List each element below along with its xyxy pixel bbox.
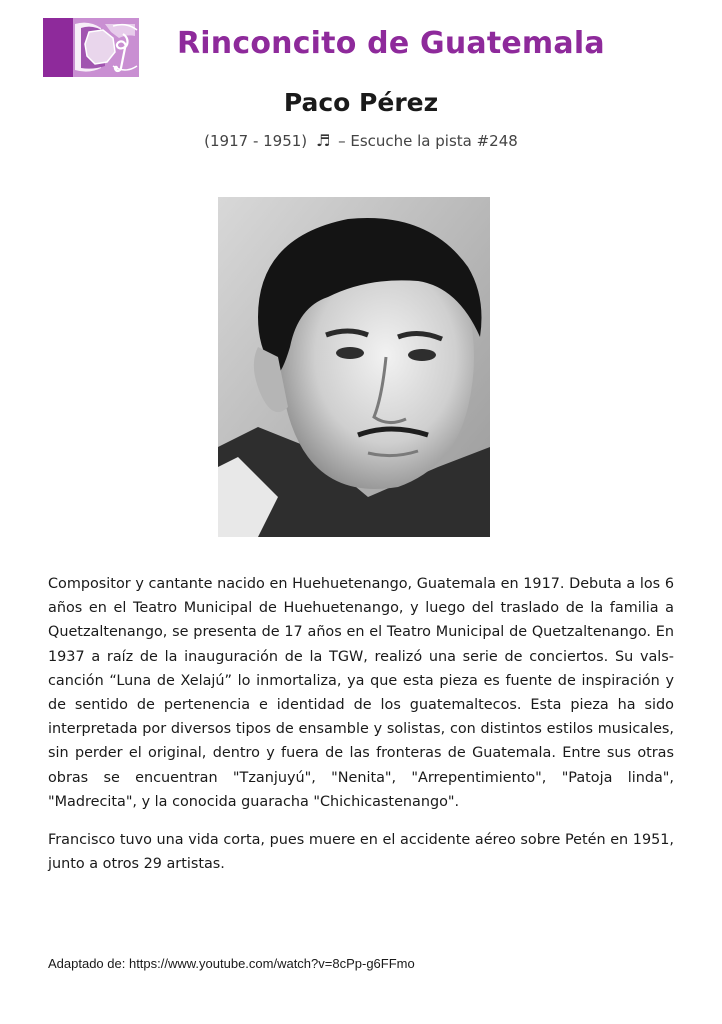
subtitle: [0, 131, 722, 150]
person-name: Paco Pérez: [283, 88, 439, 117]
life-years: (1917 - 1951): [204, 132, 308, 150]
guatemala-logo-icon: [43, 18, 139, 77]
source-citation: Adaptado de: https://www.youtube.com/watch?v=8cPp-g6FFmo: [48, 956, 415, 971]
portrait-photo: [218, 197, 490, 537]
header: [43, 18, 683, 78]
listen-track-text: – Escuche la pista #248: [338, 132, 518, 150]
bio-paragraph-2: Francisco tuvo una vida corta, pues muere en el accidente aéreo sobre Petén en 1951, junto a otros 29 artistas.: [48, 832, 674, 873]
music-note-icon: ♬: [315, 131, 331, 150]
bio-paragraph-1: Compositor y cantante nacido en Huehuetenango, Guatemala en 1917. Debuta a los 6 años en el Teatro Municipal de Huehuetenango, y luego del traslado de la familia a Quetzaltenango, se presenta de 17 años en el Teatro Municipal de Quetzaltenango. En 1937 a raíz de la inauguración de la TGW, realizó una serie de conciertos. Su vals-canción “Luna de Xelajú” lo inmortaliza, ya que esta pieza es fuente de inspiración y de sentido de pertenencia e identidad de los guatemaltecos. Esta pieza ha sido interpretada por diversos tipos de ensamble y solistas, con distintos estilos musicales, sin perder el original, dentro y fuera de las fronteras de Guatemala. Entre sus otras obras se encuentran "Tzanjuyú", "Nenita", "Arrepentimiento", "Patoja linda", "Madrecita", y la conocida guaracha "Chichicastenango".: [48, 576, 674, 810]
site-title: Rinconcito de Guatemala: [177, 26, 605, 61]
biography-text: [48, 572, 674, 890]
